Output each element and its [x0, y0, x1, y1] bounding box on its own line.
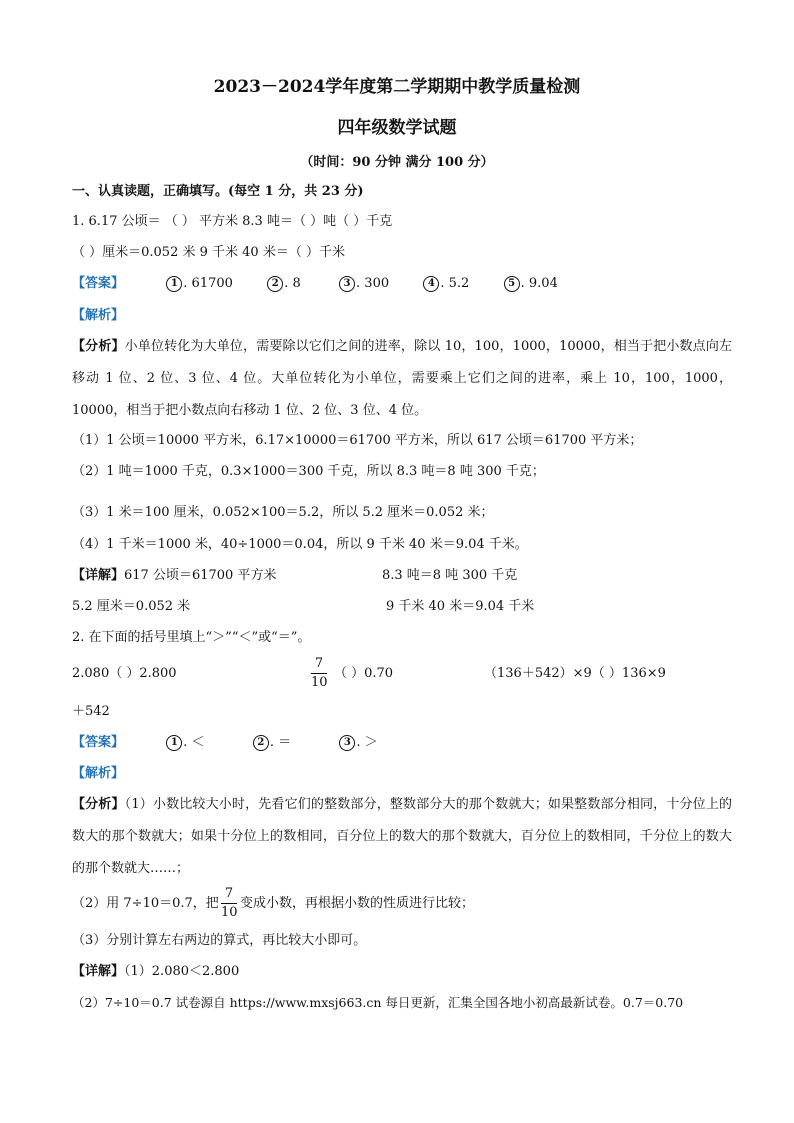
q1-step-1: （1）1 公顷＝10000 平方米，6.17×10000＝61700 平方米，所以 617 公顷＝61700 平方米； [72, 433, 643, 448]
circled-number: 2 [253, 735, 269, 751]
circled-number: 3 [339, 276, 355, 292]
fraction-bar [221, 903, 237, 904]
q2-detail-row1 [72, 963, 239, 981]
q1-answer-4: 4 . 5.2 [423, 276, 469, 291]
analysis-tag: 【解析】 [72, 308, 125, 323]
q2-part-a: 2.080（ ）2.800 [72, 666, 177, 681]
fenxi-tag: 【分析】 [72, 339, 125, 354]
fraction-7-10 [311, 656, 327, 691]
fraction-7-10 [221, 886, 237, 921]
q1-answer-1: 1 . 61700 [166, 276, 233, 291]
q1-detail-2b: 9 千米 40 米＝9.04 千米 [386, 599, 535, 614]
q2-part-c: （136＋542）×9（ ）136×9 [484, 666, 666, 681]
q1-analysis-text: 小单位转化为大单位，需要除以它们之间的进率，除以 10，100，1000，10000，相当于把小数点向左移动 1 位、2 位、3 位、4 位。大单位转化为小单位，需要乘上它们之间的进率，乘上 10，100，1000，10000，相当于把小数点向右移动 1 位、2 位、3 位、4 位。 [72, 339, 732, 418]
detail-tag: 【详解】 [72, 964, 125, 979]
q2-step-2-post: 变成小数，再根据小数的性质进行比较； [240, 896, 475, 911]
q1-detail-row1 [72, 567, 276, 585]
q2-step-3: （3）分别计算左右两边的算式，再比较大小即可。 [72, 933, 367, 948]
q2-prompt: 2. 在下面的括号里填上“＞”“＜”或“＝”。 [72, 630, 311, 645]
q1-answer-3: 3 . 300 [339, 276, 389, 291]
q2-analysis [72, 789, 732, 885]
fraction-bar [311, 673, 327, 674]
q1-detail-1a: 617 公顷＝61700 平方米 [124, 568, 277, 583]
fraction-numerator: 7 [224, 886, 234, 901]
q2-answer-row [72, 734, 378, 752]
answer-tag: 【答案】 [72, 276, 125, 291]
section-heading: 一、认真读题，正确填写。(每空 1 分，共 23 分) [72, 184, 364, 199]
circled-number: 1 [166, 276, 182, 292]
q2-answer-3: 3 . ＞ [339, 735, 377, 750]
q1-answer-row [72, 275, 558, 293]
circled-number: 3 [339, 735, 355, 751]
q1-detail-1b: 8.3 吨＝8 吨 300 千克 [382, 568, 518, 583]
q2-answer-1: 1 . ＜ [166, 735, 204, 750]
q2-detail-1: （1）2.080＜2.800 [124, 964, 240, 979]
fraction-numerator: 7 [314, 656, 324, 671]
q2-answer-2: 2 . ＝ [253, 735, 291, 750]
exam-title: 2023－2024学年度第二学期期中教学质量检测 [213, 77, 581, 97]
q1-step-3: （3）1 米＝100 厘米，0.052×100＝5.2，所以 5.2 厘米＝0.052 米； [72, 505, 494, 520]
detail-tag: 【详解】 [72, 568, 125, 583]
fraction-denominator: 10 [221, 905, 238, 920]
q2-detail-2: （2）7÷10＝0.7 试卷源自 https://www.mxsj663.cn 每日更新，汇集全国各地小初高最新试卷。0.7＝0.70 [72, 995, 684, 1010]
circled-number: 1 [166, 735, 182, 751]
q1-line1: 1. 6.17 公顷＝ （ ） 平方米 8.3 吨＝（ ）吨（ ）千克 [72, 214, 393, 229]
fenxi-tag: 【分析】 [72, 797, 125, 812]
q2-analysis-text: （1）小数比较大小时，先看它们的整数部分，整数部分大的那个数就大；如果整数部分相同，十分位上的数大的那个数就大；如果十分位上的数相同，百分位上的数大的那个数就大，百分位上的数相同，千分位上的数大的那个数就大……； [72, 797, 732, 876]
circled-number: 4 [423, 276, 439, 292]
exam-info: （时间：90 分钟 满分 100 分） [300, 155, 494, 170]
q2-step-2-pre: （2）用 7÷10＝0.7，把 [72, 896, 219, 911]
q1-analysis [72, 331, 732, 427]
q1-answer-5: 5 . 9.04 [504, 276, 558, 291]
q1-detail-2a: 5.2 厘米＝0.052 米 [72, 599, 191, 614]
q2-part-b: （ ）0.70 [334, 666, 394, 681]
analysis-tag: 【解析】 [72, 766, 125, 781]
q1-step-2: （2）1 吨＝1000 千克，0.3×1000＝300 千克，所以 8.3 吨＝8 吨 300 千克； [72, 464, 545, 479]
circled-number: 5 [504, 276, 520, 292]
answer-tag: 【答案】 [72, 735, 125, 750]
exam-subtitle: 四年级数学试题 [337, 118, 457, 138]
q1-step-4: （4）1 千米＝1000 米，40÷1000＝0.04，所以 9 千米 40 米＝9.04 千米。 [72, 537, 528, 552]
q1-answer-2: 2 . 8 [267, 276, 301, 291]
q2-part-c-cont: ＋542 [72, 704, 110, 719]
q1-line2: （ ）厘米＝0.052 米 9 千米 40 米＝（ ）千米 [72, 245, 345, 260]
circled-number: 2 [267, 276, 283, 292]
fraction-denominator: 10 [311, 675, 328, 690]
